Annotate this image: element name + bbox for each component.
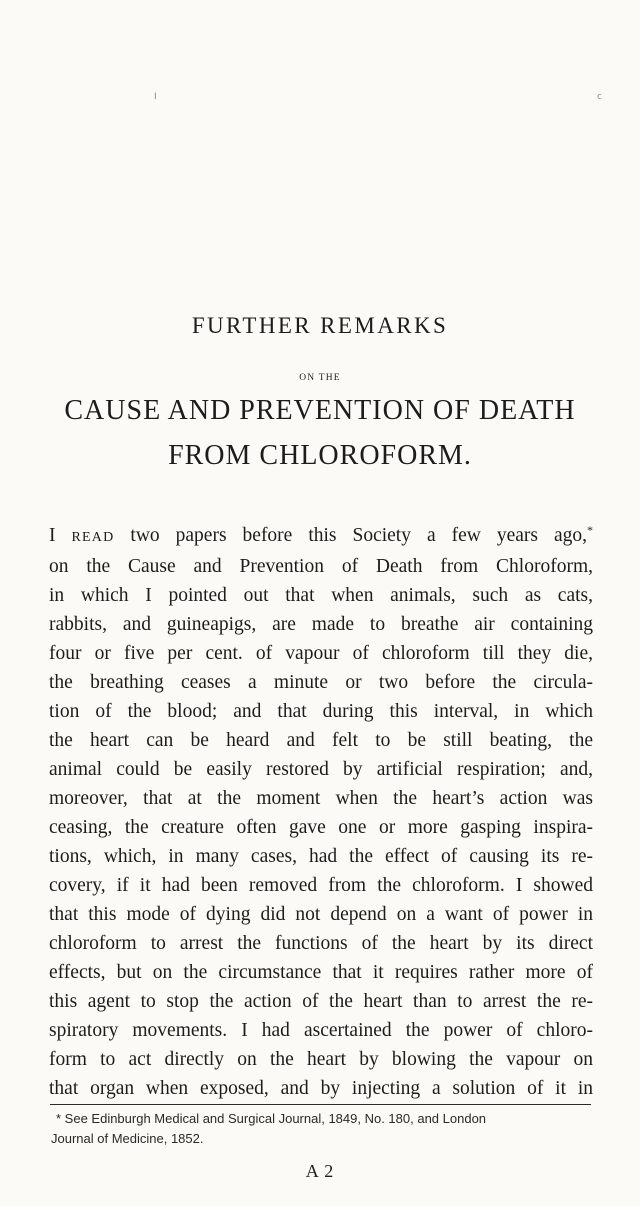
body-line: on the Cause and Prevention of Death from Chloroform, xyxy=(49,556,593,577)
body-paragraph xyxy=(49,516,593,1103)
opening-word: I xyxy=(49,525,56,546)
body-line: the breathing ceases a minute or two before the circula- xyxy=(49,672,593,693)
body-line: tions, which, in many cases, had the effect of causing its re- xyxy=(49,846,593,867)
footnote-line-1 xyxy=(51,1109,595,1129)
footnote-marker: * xyxy=(56,1111,62,1126)
body-line: four or five per cent. of vapour of chloroform till they die, xyxy=(49,643,593,664)
body-line: tion of the blood; and that during this interval, in which xyxy=(49,701,593,722)
corner-mark-left: I xyxy=(154,92,157,102)
body-line: form to act directly on the heart by blowing the vapour on xyxy=(49,1049,593,1070)
footnote xyxy=(51,1109,595,1149)
body-line: spiratory movements. I had ascertained the power of chloro- xyxy=(49,1020,593,1041)
small-caps-word: READ xyxy=(71,530,115,545)
corner-mark-right: c xyxy=(597,92,602,102)
footnote-divider xyxy=(50,1104,591,1105)
body-line: ceasing, the creature often gave one or more gasping inspira- xyxy=(49,817,593,838)
title-further-remarks: FURTHER REMARKS xyxy=(191,313,449,338)
body-line: the heart can be heard and felt to be still beating, the xyxy=(49,730,593,751)
footnote-citation-1: See Edinburgh Medical and Surgical Journal, 1849, No. 180, and London xyxy=(61,1111,487,1126)
body-line: effects, but on the circumstance that it requires rather more of xyxy=(49,962,593,983)
body-line-first xyxy=(49,516,593,552)
signature-mark: A 2 xyxy=(305,1161,335,1181)
body-line: covery, if it had been removed from the chloroform. I showed xyxy=(49,875,593,896)
body-line: that organ when exposed, and by injecting a solution of it in xyxy=(49,1078,593,1099)
title-from-chloroform: FROM CHLOROFORM. xyxy=(168,440,472,471)
title-cause-and-prevention: CAUSE AND PREVENTION OF DEATH xyxy=(64,395,576,426)
footnote-marker-link[interactable]: * xyxy=(587,523,594,537)
body-line: rabbits, and guineapigs, are made to breathe air containing xyxy=(49,614,593,635)
footnote-line-2: Journal of Medicine, 1852. xyxy=(51,1131,204,1146)
body-line: animal could be easily restored by artificial respiration; and, xyxy=(49,759,593,780)
first-line-text: two papers before this Society a few years ago, xyxy=(114,525,588,546)
title-on-the: ON THE xyxy=(299,373,341,383)
body-line: this agent to stop the action of the heart than to arrest the re- xyxy=(49,991,593,1012)
body-line: that this mode of dying did not depend on a want of power in xyxy=(49,904,593,925)
body-line: chloroform to arrest the functions of the heart by its direct xyxy=(49,933,593,954)
body-line: in which I pointed out that when animals, such as cats, xyxy=(49,585,593,606)
body-line: moreover, that at the moment when the heart’s action was xyxy=(49,788,593,809)
